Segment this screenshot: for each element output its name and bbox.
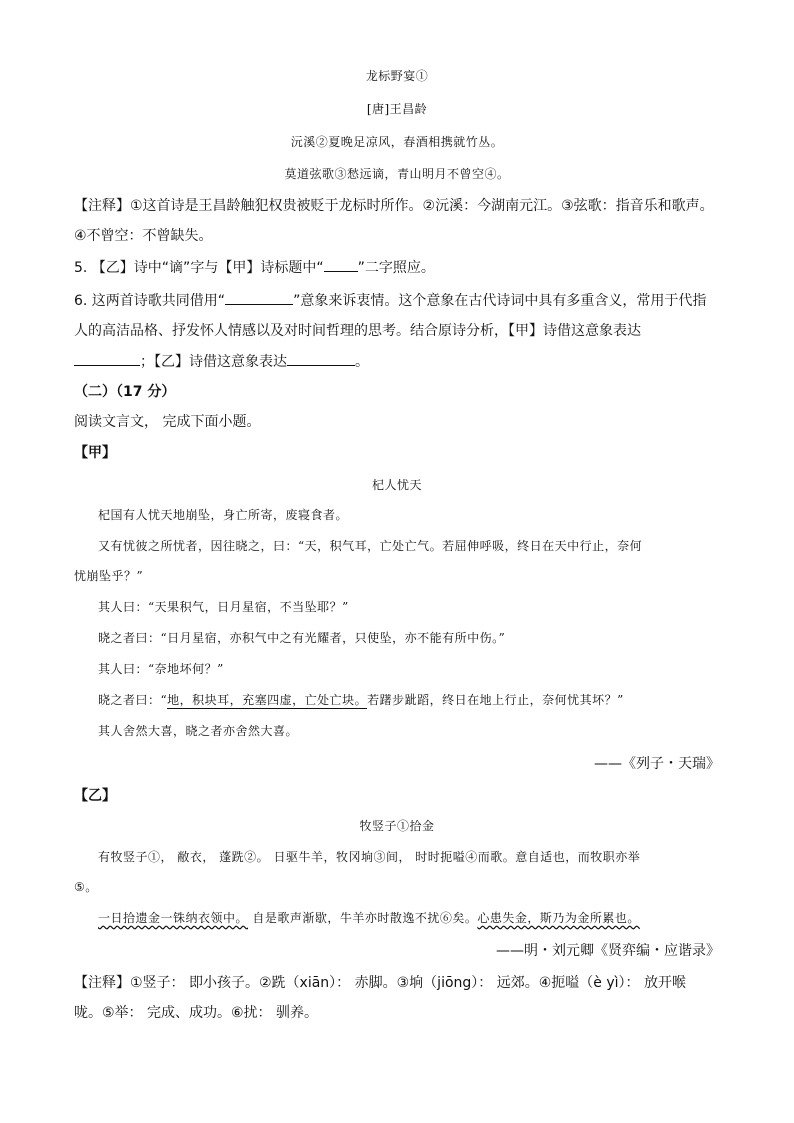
passage-yi-p2-mid: 自是歌声渐歇，牛羊亦时散逸不扰⑥矣。 bbox=[248, 911, 478, 925]
passage-jia-p4: 晓之者曰：“日月星宿，亦积气中之有光耀者，只使坠，亦不能有所中伤。” bbox=[98, 631, 506, 645]
passage-jia-title: 杞人忧天 bbox=[371, 478, 422, 492]
question-5 bbox=[74, 257, 435, 277]
passage-jia-p3: 其人曰：“天果积气，日月星宿，不当坠耶？” bbox=[98, 600, 349, 614]
answer-blank-q6-image[interactable] bbox=[225, 304, 293, 305]
poem-line-2: 莫道弦歌③愁远谪，青山明月不曾空④。 bbox=[284, 167, 510, 181]
passage-yi-title: 牧竖子①拾金 bbox=[359, 819, 435, 833]
poem-title: 龙标野宴① bbox=[365, 69, 429, 83]
passage-yi-p2 bbox=[98, 909, 640, 926]
answer-blank-q6-jia[interactable] bbox=[74, 365, 140, 366]
poem-line-1: 沅溪②夏晚足凉风，春酒相携就竹丛。 bbox=[290, 135, 504, 149]
passage-yi-p1-line-2: ⑤。 bbox=[74, 880, 98, 894]
passage-yi-p2-wavy-2: 心患失金，斯乃为金所累也。 bbox=[477, 911, 640, 925]
passage-yi-source: ——明・刘元卿《贤弈编・应谐录》 bbox=[496, 943, 720, 959]
passage-jia-p6-rest: 若躇步跐蹈，终日在地上行止，奈何忧其坏？” bbox=[367, 693, 624, 707]
passage-jia-p1: 杞国有人忧天地崩坠，身亡所寄，废寝食者。 bbox=[98, 508, 349, 522]
passage-yi-notes-line-1: 【注释】①竖子： 即小孩子。②跣（xiān）： 赤脚。③垧（jiōng）： 远郊。④扼嗌（è yì）： 放开喉 bbox=[74, 975, 686, 991]
question-5-text-b: ”二字照应。 bbox=[357, 260, 435, 276]
question-6-line-1 bbox=[74, 290, 706, 310]
answer-blank-q6-yi[interactable] bbox=[287, 365, 355, 366]
passage-jia-label: 【甲】 bbox=[74, 445, 116, 461]
passage-jia-p6 bbox=[98, 691, 624, 708]
passage-jia-p6-underlined: 地，积块耳，充塞四虚，亡处亡块。 bbox=[167, 693, 368, 707]
passage-jia-source: ——《列子・天瑞》 bbox=[594, 756, 720, 772]
question-6-text-b: ”意象来诉衷情。这个意象在古代诗词中具有多重含义，常用于代指 bbox=[293, 293, 707, 309]
answer-blank-q5[interactable] bbox=[324, 271, 358, 272]
poem-notes-line-1: 【注释】①这首诗是王昌龄触犯权贵被贬于龙标时所作。②沅溪：今湖南元江。③弦歌：指音乐和歌声。 bbox=[74, 198, 714, 214]
section-2-heading: （二）（17 分） bbox=[74, 384, 176, 400]
passage-yi-p2-wavy-1: 一日拾遗金一铢纳衣领中。 bbox=[98, 911, 249, 925]
question-6-text-d: 。 bbox=[355, 354, 369, 370]
passage-yi-label: 【乙】 bbox=[74, 788, 116, 804]
question-6-line-3 bbox=[74, 351, 369, 371]
passage-jia-p5: 其人曰：“奈地坏何？” bbox=[98, 662, 224, 676]
passage-yi-p1-line-1: 有牧竖子①， 敝衣， 蓬跣②。 日驱牛羊，牧冈垧③间， 时时扼嗌④而歌。意自适也，而牧职亦举 bbox=[98, 850, 641, 864]
passage-yi-notes-line-2: 咙。⑤举： 完成、成功。⑥扰： 驯养。 bbox=[74, 1005, 319, 1021]
passage-jia-p2-line-1: 又有忧彼之所忧者，因往晓之，曰：“天，积气耳，亡处亡气。若屈伸呼吸，终日在天中行止，奈何 bbox=[98, 539, 643, 553]
poem-notes-line-2: ④不曾空：不曾缺失。 bbox=[74, 228, 213, 244]
passage-jia-p6-prefix: 晓之者曰：“ bbox=[98, 693, 168, 707]
question-5-text-a: 5. 【乙】诗中“谪”字与【甲】诗标题中“ bbox=[74, 260, 324, 276]
question-6-text-a: 6. 这两首诗歌共同借用“ bbox=[74, 293, 226, 309]
question-6-text-c: ；【乙】诗借这意象表达 bbox=[140, 354, 287, 370]
section-2-instruction: 阅读文言文， 完成下面小题。 bbox=[74, 414, 261, 430]
question-6-line-2: 人的高洁品格、抒发怀人情感以及对时间哲理的思考。结合原诗分析，【甲】诗借这意象表达 bbox=[74, 323, 641, 339]
passage-jia-p2-line-2: 忧崩坠乎？” bbox=[74, 569, 144, 583]
passage-jia-p7: 其人舍然大喜，晓之者亦舍然大喜。 bbox=[98, 724, 299, 738]
poem-author: [唐]王昌龄 bbox=[366, 102, 428, 116]
